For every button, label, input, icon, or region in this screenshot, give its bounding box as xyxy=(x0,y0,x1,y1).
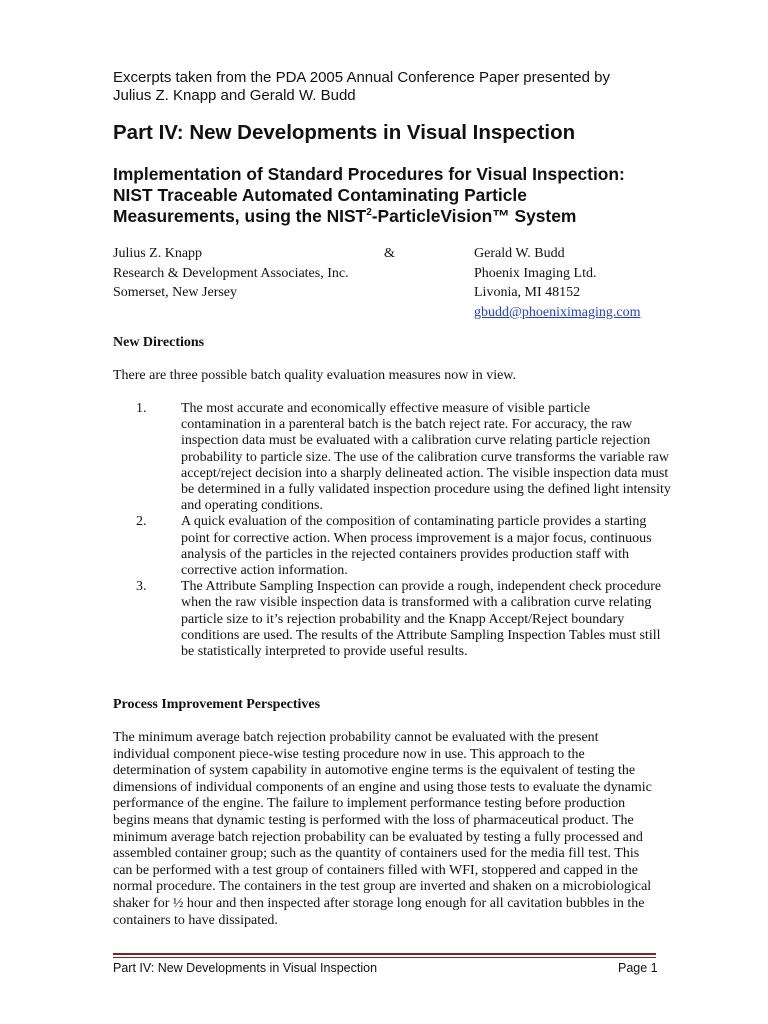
list-item xyxy=(113,401,673,514)
author-organization: Research & Development Associates, Inc. xyxy=(113,265,349,281)
author-organization: Phoenix Imaging Ltd. xyxy=(474,265,597,281)
excerpt-line-1: Excerpts taken from the PDA 2005 Annual Conference Paper presented by xyxy=(113,69,610,86)
paper-title-line-3 xyxy=(113,206,693,227)
paper-title-line-3-post: -ParticleVision™ System xyxy=(371,206,577,226)
author-separator: & xyxy=(384,246,395,261)
paper-title-line-1: Implementation of Standard Procedures for Visual Inspection: xyxy=(113,164,625,184)
list-item xyxy=(113,514,673,579)
author-block-left xyxy=(113,244,349,303)
list-item-number: 2. xyxy=(136,514,147,530)
list-item-text: A quick evaluation of the composition of contaminating particle provides a starting point for corrective action. When process improvement is a major focus, continuous analysis of the particles in the rejected containers provides production staff with corrective action information. xyxy=(181,514,652,579)
numbered-list xyxy=(113,401,673,660)
part-title: Part IV: New Developments in Visual Inspection xyxy=(113,121,576,144)
section-intro: There are three possible batch quality evaluation measures now in view. xyxy=(113,368,517,383)
list-item-text: The Attribute Sampling Inspection can provide a rough, independent check procedure when the raw visible inspection data is transformed with a calibration curve relating particle size to it’s rejection probability and the Knapp Accept/Reject boundary conditions are used. The results of the Attribute Sampling Inspection Tables must still be statistically interpreted to provide useful results. xyxy=(181,579,662,660)
section-heading-process-improvement: Process Improvement Perspectives xyxy=(113,697,321,712)
author-name: Gerald W. Budd xyxy=(474,246,565,261)
paper-title-line-2: NIST Traceable Automated Contaminating Particle xyxy=(113,185,527,205)
list-item-text: The most accurate and economically effective measure of visible particle contamination in a parenteral batch is the batch reject rate. For accuracy, the raw inspection data must be evaluated with a calibration curve relating particle rejection probability to particle size. The use of the calibration curve transforms the variable raw accept/reject decision into a sharply delineated action. The visible inspection data must be determined in a fully validated inspection procedure using the defined light intensity and operating conditions. xyxy=(181,401,671,514)
paper-title xyxy=(113,164,693,227)
footer-rule-thick xyxy=(113,953,656,955)
paper-title-superscript: 2 xyxy=(366,207,372,219)
excerpt-line-2: Julius Z. Knapp and Gerald W. Budd xyxy=(113,87,356,104)
author-name: Julius Z. Knapp xyxy=(113,246,203,261)
body-paragraph: The minimum average batch rejection probability cannot be evaluated with the present individual component piece-wise testing procedure now in use. This approach to the determination of system capability in automotive engine terms is the equivalent of testing the dimensions of individual components of an engine and using those tests to evaluate the dynamic performance of the engine. The failure to implement performance testing before production begins means that dynamic testing is performed with the loss of pharmaceutical product. The minimum average batch rejection probability can be evaluated by testing a fully processed and assembled container group; such as the quantity of containers used for the media fill test. This can be performed with a test group of containers filled with WFI, stoppered and capped in the normal procedure. The containers in the test group are inverted and shaken on a microbiological shaker for ½ hour and then inspected after storage long enough for all cavitation bubbles in the containers to have dissipated. xyxy=(113,730,652,928)
section-heading-new-directions: New Directions xyxy=(113,335,205,350)
author-location: Livonia, MI 48152 xyxy=(474,285,581,300)
author-block-right xyxy=(474,244,640,322)
footer-rule-thin xyxy=(113,957,656,958)
list-item-number: 1. xyxy=(136,401,147,416)
list-item xyxy=(113,579,673,660)
author-email-link[interactable]: gbudd@phoeniximaging.com xyxy=(474,304,641,320)
page-number: Page 1 xyxy=(618,961,658,975)
excerpt-note xyxy=(113,69,673,105)
footer-title: Part IV: New Developments in Visual Inspection xyxy=(113,961,378,975)
author-location: Somerset, New Jersey xyxy=(113,285,238,300)
paper-title-line-3-pre: Measurements, using the NIST xyxy=(113,206,367,226)
list-item-number: 3. xyxy=(136,579,147,595)
